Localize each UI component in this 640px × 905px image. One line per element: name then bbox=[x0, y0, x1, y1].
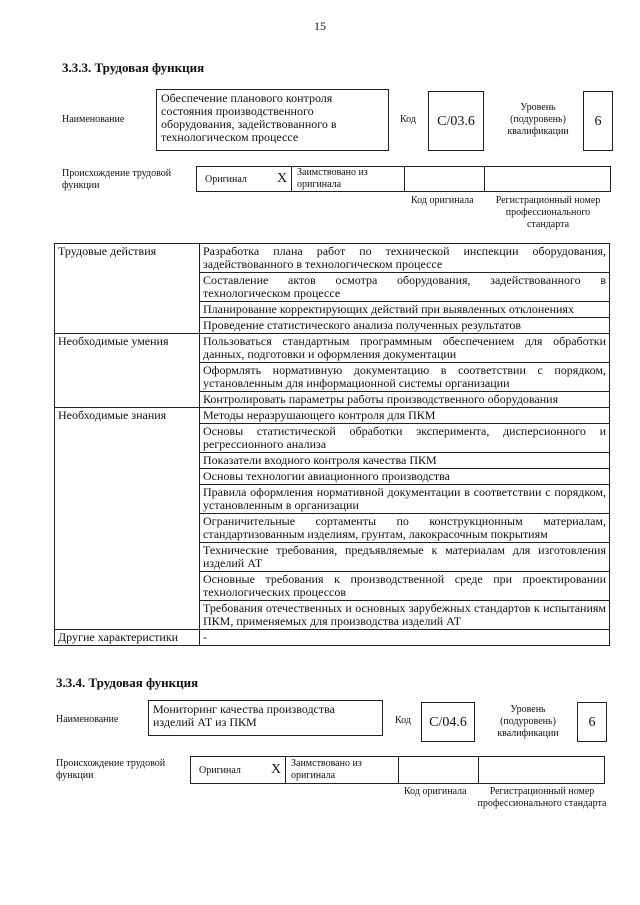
category-cell: Другие характеристики bbox=[55, 630, 200, 646]
category-cell: Трудовые действия bbox=[55, 244, 200, 334]
item-cell: Показатели входного контроля качества ПКМ bbox=[200, 453, 610, 469]
divider bbox=[285, 757, 286, 783]
item-cell: Составление актов осмотра оборудования, задействованного в технологическом процессе bbox=[200, 273, 610, 302]
item-cell: Технические требования, предъявляемые к материалам для изготовления изделий АТ bbox=[200, 543, 610, 572]
divider bbox=[404, 167, 405, 191]
borrowed-label: Заимствовано из оригинала bbox=[291, 758, 362, 781]
orig-code-label: Код оригинала bbox=[404, 786, 467, 797]
item-cell: Основы технологии авиационного производства bbox=[200, 469, 610, 485]
category-cell: Необходимые умения bbox=[55, 334, 200, 408]
item-cell: Правила оформления нормативной документации в соответствии с порядком, установленным в организации bbox=[200, 485, 610, 514]
origin-label: Происхождение трудовой функции bbox=[56, 758, 166, 781]
item-cell: Методы неразрушающего контроля для ПКМ bbox=[200, 408, 610, 424]
divider bbox=[478, 757, 479, 783]
item-cell: Разработка плана работ по технической инспекции оборудования, задействованного в технологическом процессе bbox=[200, 244, 610, 273]
section-heading: 3.3.3. Трудовая функция bbox=[62, 60, 205, 75]
original-label: Оригинал bbox=[199, 765, 241, 776]
name-label: Наименование bbox=[62, 114, 125, 125]
item-cell: Пользоваться стандартным программным обеспечением для обработки данных, подготовки и оформления документации bbox=[200, 334, 610, 363]
item-cell: Контролировать параметры работы производственного оборудования bbox=[200, 392, 610, 408]
item-cell: - bbox=[200, 630, 610, 646]
reg-number-label: Регистрационный номер профессионального стандарта bbox=[477, 786, 607, 809]
item-cell: Ограничительные сортаменты по конструкционным материалам, стандартизованным изделиям, грунтам, лакокрасочным покрытиям bbox=[200, 514, 610, 543]
level-box: 6 bbox=[577, 702, 607, 742]
item-cell: Основы статистической обработки эксперимента, дисперсионного и регрессионного анализа bbox=[200, 424, 610, 453]
original-mark: X bbox=[277, 171, 288, 186]
origin-label: Происхождение трудовой функции bbox=[62, 168, 172, 191]
code-box: C/04.6 bbox=[421, 702, 475, 742]
section-heading: 3.3.4. Трудовая функция bbox=[56, 675, 199, 690]
category-cell: Необходимые знания bbox=[55, 408, 200, 630]
original-mark: X bbox=[271, 762, 282, 777]
table-row bbox=[55, 630, 610, 646]
divider bbox=[484, 167, 485, 191]
code-label: Код bbox=[395, 715, 411, 726]
orig-code-label: Код оригинала bbox=[411, 195, 474, 206]
level-box: 6 bbox=[583, 91, 613, 151]
divider bbox=[398, 757, 399, 783]
function-name-box: Мониторинг качества производства изделий АТ из ПКМ bbox=[148, 700, 383, 736]
borrowed-label: Заимствовано из оригинала bbox=[297, 167, 368, 190]
name-label: Наименование bbox=[56, 714, 119, 725]
code-box: C/03.6 bbox=[428, 91, 484, 151]
level-label: Уровень (подуровень) квалификации bbox=[497, 704, 559, 739]
page-number: 15 bbox=[314, 19, 326, 33]
table-row bbox=[55, 408, 610, 424]
table-row bbox=[55, 334, 610, 363]
table-row bbox=[55, 244, 610, 273]
original-label: Оригинал bbox=[205, 174, 247, 185]
function-table bbox=[54, 243, 610, 646]
origin-row bbox=[196, 166, 611, 192]
level-label: Уровень (подуровень) квалификации bbox=[507, 102, 569, 137]
reg-number-label: Регистрационный номер профессионального стандарта bbox=[495, 195, 601, 230]
item-cell: Планирование корректирующих действий при выявленных отклонениях bbox=[200, 302, 610, 318]
item-cell: Требования отечественных и основных зарубежных стандартов к испытаниям ПКМ, применяемых для производства изделий АТ bbox=[200, 601, 610, 630]
function-name-box: Обеспечение планового контроля состояния производственного оборудования, задействованного в технологическом процессе bbox=[156, 89, 389, 151]
divider bbox=[291, 167, 292, 191]
item-cell: Проведение статистического анализа полученных результатов bbox=[200, 318, 610, 334]
origin-row bbox=[190, 756, 605, 784]
code-label: Код bbox=[400, 114, 416, 125]
item-cell: Оформлять нормативную документацию в соответствии с порядком, установленным для информационной системы организации bbox=[200, 363, 610, 392]
item-cell: Основные требования к производственной среде при проектировании технологических процессов bbox=[200, 572, 610, 601]
